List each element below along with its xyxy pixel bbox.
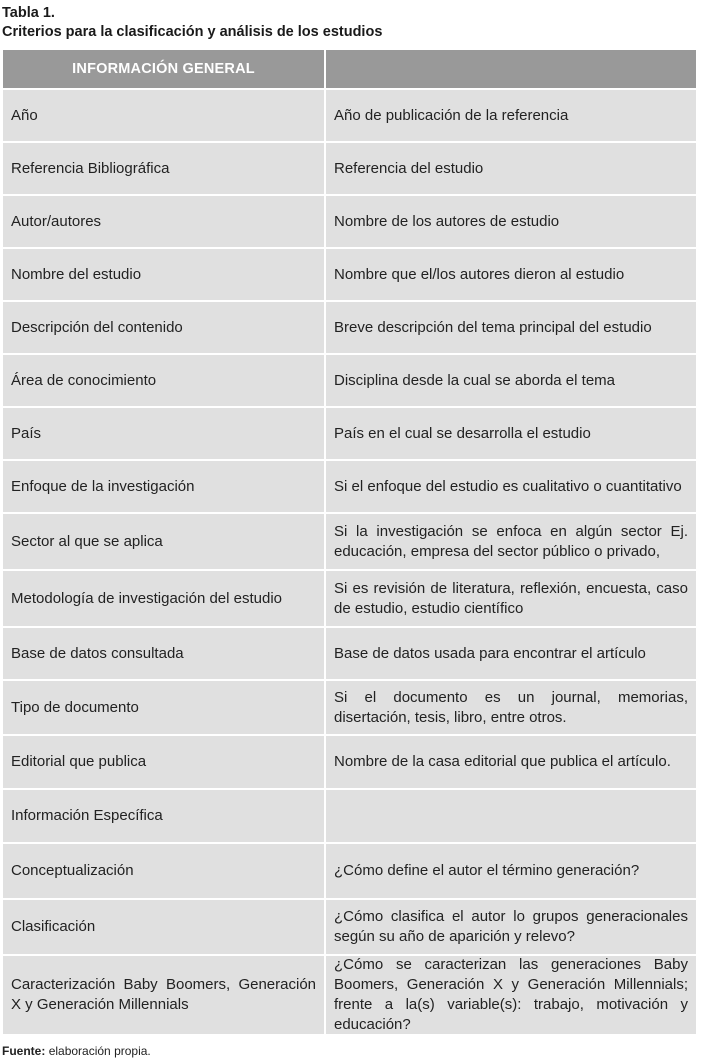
table-row xyxy=(3,355,696,408)
row-label: Caracterización Baby Boomers, Generación X y Generación Millennials xyxy=(3,956,326,1034)
table-caption xyxy=(2,4,382,42)
row-description: Si el enfoque del estudio es cualitativo o cuantitativo xyxy=(334,477,682,495)
row-description: Referencia del estudio xyxy=(334,159,484,177)
row-label: Metodología de investigación del estudio xyxy=(3,571,326,626)
row-description: ¿Cómo clasifica el autor lo grupos generacionales según su año de aparición y relevo? xyxy=(334,908,688,945)
table-number: Tabla 1. xyxy=(2,5,55,21)
row-label: Enfoque de la investigación xyxy=(3,461,326,512)
row-description: Disciplina desde la cual se aborda el tema xyxy=(334,371,615,389)
row-description: ¿Cómo define el autor el término generación? xyxy=(334,862,640,879)
row-description: Año de publicación de la referencia xyxy=(334,106,569,124)
header-cell-empty xyxy=(326,50,696,88)
row-label: Autor/autores xyxy=(3,196,326,247)
row-description: País en el cual se desarrolla el estudio xyxy=(334,424,591,442)
row-description: Nombre que el/los autores dieron al estudio xyxy=(334,265,625,283)
table-row xyxy=(3,196,696,249)
table-header-row xyxy=(3,50,696,90)
row-label: Descripción del contenido xyxy=(3,302,326,353)
row-label: Sector al que se aplica xyxy=(3,514,326,569)
row-label: Área de conocimiento xyxy=(3,355,326,406)
row-label: Editorial que publica xyxy=(3,736,326,788)
row-label: Información Específica xyxy=(3,790,326,842)
row-description: Si es revisión de literatura, reflexión, encuesta, caso de estudio, estudio científico xyxy=(334,579,688,617)
row-description: Nombre de los autores de estudio xyxy=(334,212,560,230)
source-note xyxy=(2,1044,151,1058)
table-row xyxy=(3,844,696,900)
row-description: Si la investigación se enfoca en algún sector Ej. educación, empresa del sector público o privado, xyxy=(334,522,688,560)
table-row xyxy=(3,900,696,956)
row-label: Base de datos consultada xyxy=(3,628,326,679)
row-description: Si el documento es un journal, memorias, disertación, tesis, libro, entre otros. xyxy=(334,688,688,726)
row-label: Referencia Bibliográfica xyxy=(3,143,326,194)
source-label: Fuente: xyxy=(2,1044,46,1058)
row-label: Clasificación xyxy=(3,900,326,954)
source-text: elaboración propia. xyxy=(48,1044,151,1058)
table-row xyxy=(3,302,696,355)
table-title: Criterios para la clasificación y análisis de los estudios xyxy=(2,24,383,40)
criteria-table xyxy=(3,50,696,1036)
table-row xyxy=(3,681,696,736)
table-row xyxy=(3,956,696,1036)
table-row xyxy=(3,249,696,302)
table-row xyxy=(3,90,696,143)
row-label: Año xyxy=(3,90,326,141)
row-label: País xyxy=(3,408,326,459)
table-row xyxy=(3,628,696,681)
row-description: Nombre de la casa editorial que publica el artículo. xyxy=(334,753,671,770)
row-label: Conceptualización xyxy=(3,844,326,898)
header-cell-general-info: INFORMACIÓN GENERAL xyxy=(3,50,326,88)
table-row xyxy=(3,514,696,571)
row-description: ¿Cómo se caracterizan las generaciones Baby Boomers, Generación X y Generación Millennials; frente a la(s) variable(s): trabajo, motivación y educación? xyxy=(334,956,688,1033)
row-description xyxy=(326,790,696,842)
table-row xyxy=(3,143,696,196)
table-row xyxy=(3,408,696,461)
table-row xyxy=(3,790,696,844)
row-label: Nombre del estudio xyxy=(3,249,326,300)
table-row xyxy=(3,736,696,790)
table-row xyxy=(3,571,696,628)
row-label: Tipo de documento xyxy=(3,681,326,734)
table-row xyxy=(3,461,696,514)
row-description: Breve descripción del tema principal del estudio xyxy=(334,318,652,336)
row-description: Base de datos usada para encontrar el artículo xyxy=(334,644,646,662)
